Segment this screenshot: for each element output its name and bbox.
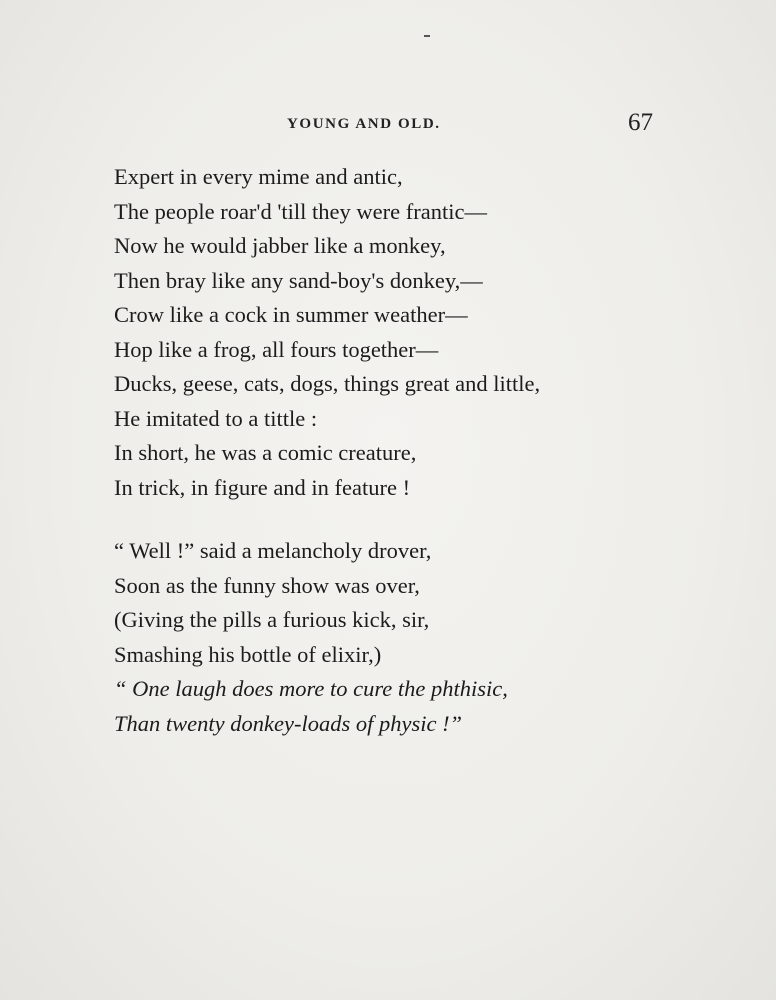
poem-line: Then bray like any sand-boy's donkey,—	[114, 267, 483, 293]
print-mark	[424, 35, 430, 37]
stanza-2	[114, 534, 508, 741]
poem-line: Smashing his bottle of elixir,)	[114, 641, 382, 667]
poem-line: In trick, in figure and in feature !	[114, 474, 411, 500]
poem-line: “ Well !” said a melancholy drover,	[114, 538, 432, 563]
poem-line: The people roar'd 'till they were frantic—	[114, 198, 487, 224]
running-title: YOUNG AND OLD.	[287, 116, 441, 132]
poem-line: Now he would jabber like a monkey,	[114, 233, 446, 258]
poem-line-italic: Than twenty donkey-loads of physic !”	[114, 710, 463, 736]
poem-line: Crow like a cock in summer weather—	[114, 302, 468, 327]
poem-line: Ducks, geese, cats, dogs, things great and little,	[114, 371, 541, 396]
poem-line: Hop like a frog, all fours together—	[114, 336, 439, 362]
poem-line: Expert in every mime and antic,	[114, 164, 403, 189]
poem-line: Soon as the funny show was over,	[114, 572, 420, 598]
poem-line-italic: “ One laugh does more to cure the phthisic,	[114, 676, 508, 701]
poem-line: (Giving the pills a furious kick, sir,	[114, 607, 430, 632]
poem-line: He imitated to a tittle :	[114, 405, 318, 431]
poem-line: In short, he was a comic creature,	[114, 440, 417, 465]
page-header	[0, 109, 776, 142]
stanza-1	[114, 160, 540, 505]
page-number: 67	[628, 109, 653, 136]
